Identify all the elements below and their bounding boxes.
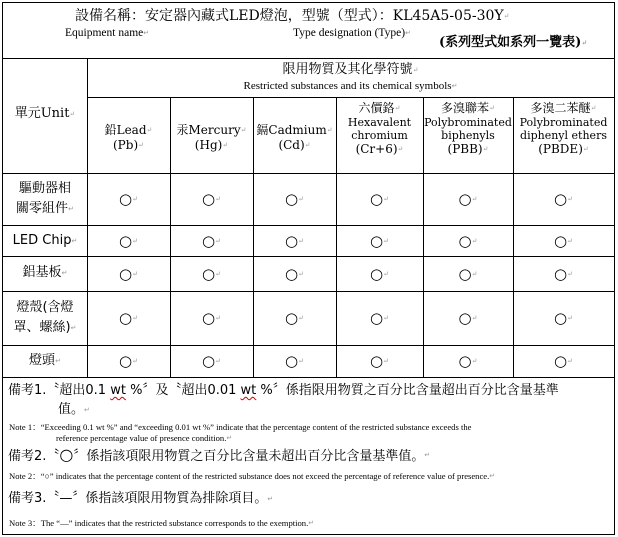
circle-mark: ○ xyxy=(554,309,568,327)
compliance-mark: ○ ↵ xyxy=(285,352,304,370)
circle-mark: ○ xyxy=(119,264,133,283)
document-title: 設備名稱：安定器內藏式LED燈泡，型號（型式）：KL45A5-05-30Y↵ xyxy=(75,8,510,24)
compliance-mark: ○ ↵ xyxy=(119,352,138,370)
compliance-mark: ○ ↵ xyxy=(370,352,389,370)
circle-mark: ○ xyxy=(202,264,216,283)
column-pbb: 多溴聯苯↵ Polybrominated biphenyls (PBB)↵ xyxy=(424,101,512,156)
compliance-mark: ○ ↵ xyxy=(119,190,138,208)
compliance-mark: ○ ↵ xyxy=(119,264,138,283)
compliance-mark: ○ ↵ xyxy=(370,231,389,250)
note2-en: Note 2：“○” indicates that the percentage content of the restricted substance does not exceed the percentage of reference value of presence.↵ xyxy=(9,471,496,481)
compliance-mark: ○ ↵ xyxy=(370,309,389,327)
column-lead: 鉛Lead↵ (Pb)↵ xyxy=(104,123,153,152)
circle-mark: ○ xyxy=(554,352,568,370)
circle-mark: ○ xyxy=(458,190,472,208)
column-cadmium: 鎘Cadmium↵ (Cd)↵ xyxy=(256,123,333,152)
circle-mark: ○ xyxy=(119,352,133,370)
circle-mark: ○ xyxy=(202,190,216,208)
circle-mark: ○ xyxy=(285,264,299,283)
compliance-mark: ○ ↵ xyxy=(202,352,221,370)
compliance-mark: ○ ↵ xyxy=(119,231,138,250)
compliance-mark: ○ ↵ xyxy=(285,309,304,327)
circle-mark: ○ xyxy=(285,190,299,208)
circle-mark: ○ xyxy=(119,190,133,208)
row-label-lamp-cap: 燈頭↵ xyxy=(29,353,61,368)
compliance-mark: ○ ↵ xyxy=(554,264,573,283)
circle-mark: ○ xyxy=(458,264,472,283)
compliance-mark: ○ ↵ xyxy=(458,352,478,370)
compliance-mark: ○ ↵ xyxy=(119,309,138,327)
compliance-mark: ○ ↵ xyxy=(202,190,221,208)
compliance-mark: ○ ↵ xyxy=(202,264,221,283)
restricted-substances-subtitle: Restricted substances and its chemical symbols↵ xyxy=(243,80,458,92)
circle-mark: ○ xyxy=(370,190,384,208)
circle-mark: ○ xyxy=(285,309,299,327)
compliance-mark: ○ ↵ xyxy=(554,231,573,250)
note3-en: Note 3：The “—” indicates that the restricted substance corresponds to the exemption.↵ xyxy=(9,518,315,528)
circle-mark: ○ xyxy=(370,264,384,283)
column-hexavalent-chromium: 六價鉻↵ Hexavalent chromium (Cr+6)↵ xyxy=(347,101,412,156)
circle-mark: ○ xyxy=(202,309,216,327)
row-label-led-chip: LED Chip↵ xyxy=(12,233,78,248)
compliance-mark: ○ ↵ xyxy=(554,309,573,327)
note1-zh-line2: 值。↵ xyxy=(58,402,90,417)
row-label-driver-components: 驅動器相 關零組件↵ xyxy=(16,181,74,216)
row-label-lamp-housing: 燈殼(含燈 罩、螺絲)↵ xyxy=(13,300,77,335)
circle-mark: ○ xyxy=(202,352,216,370)
circle-mark: ○ xyxy=(202,231,216,250)
note1-en: Note 1：“Exceeding 0.1 wt %” and “exceeding 0.01 wt %” indicate that the percentage content of the restricted substance exceeds the reference percentage value of presence condition.↵ xyxy=(9,422,472,443)
unit-column-header: 單元Unit↵ xyxy=(14,106,76,121)
circle-mark: ○ xyxy=(458,231,472,250)
note2-zh: 備考2.〝○〞係指該項限用物質之百分比含量未超出百分比含量基準值。↵ xyxy=(8,445,431,464)
circle-mark: ○ xyxy=(119,231,133,250)
circle-mark: ○ xyxy=(554,231,568,250)
row-label-aluminum-substrate: 鋁基板↵ xyxy=(22,265,68,280)
compliance-mark: ○ ↵ xyxy=(370,190,389,208)
note1-zh: 備考1.〝超出0.1 wt %〞及〝超出0.01 wt %〞係指限用物質之百分比含量超出百分比含量基準 xyxy=(8,383,559,398)
series-note: (系列型式如系列一覽表)↵ xyxy=(439,35,588,50)
column-pbde: 多溴二苯醚↵ Polybrominated diphenyl ethers (PBDE)↵ xyxy=(519,101,608,156)
column-mercury: 汞Mercury↵ (Hg)↵ xyxy=(176,123,247,152)
restricted-substances-title: 限用物質及其化學符號↵ xyxy=(282,62,419,77)
compliance-mark: ○ ↵ xyxy=(458,309,478,327)
circle-mark: ○ xyxy=(370,231,384,250)
circle-mark: ○ xyxy=(458,309,472,327)
compliance-mark: ○ ↵ xyxy=(458,231,478,250)
compliance-mark: ○ ↵ xyxy=(202,231,221,250)
note3-zh: 備考3.〝—〞係指該項限用物質為排除項目。↵ xyxy=(8,491,274,506)
compliance-mark: ○ ↵ xyxy=(285,264,304,283)
circle-mark: ○ xyxy=(370,352,384,370)
compliance-mark: ○ ↵ xyxy=(458,190,478,208)
circle-mark: ○ xyxy=(458,352,472,370)
type-designation-label: Type designation (Type)↵ xyxy=(293,27,411,39)
circle-mark: ○ xyxy=(554,264,568,283)
equipment-name-label: Equipment name↵ xyxy=(65,27,150,39)
compliance-mark: ○ ↵ xyxy=(554,352,573,370)
circle-mark: ○ xyxy=(285,352,299,370)
circle-mark: ○ xyxy=(370,309,384,327)
compliance-mark: ○ ↵ xyxy=(202,309,221,327)
compliance-mark: ○ ↵ xyxy=(458,264,478,283)
circle-mark: ○ xyxy=(285,231,299,250)
compliance-mark: ○ ↵ xyxy=(285,231,304,250)
compliance-mark: ○ ↵ xyxy=(554,190,573,208)
rohs-declaration-sheet xyxy=(2,2,615,535)
circle-mark: ○ xyxy=(119,309,133,327)
compliance-mark: ○ ↵ xyxy=(285,190,304,208)
circle-mark: ○ xyxy=(554,190,568,208)
compliance-mark: ○ ↵ xyxy=(370,264,389,283)
